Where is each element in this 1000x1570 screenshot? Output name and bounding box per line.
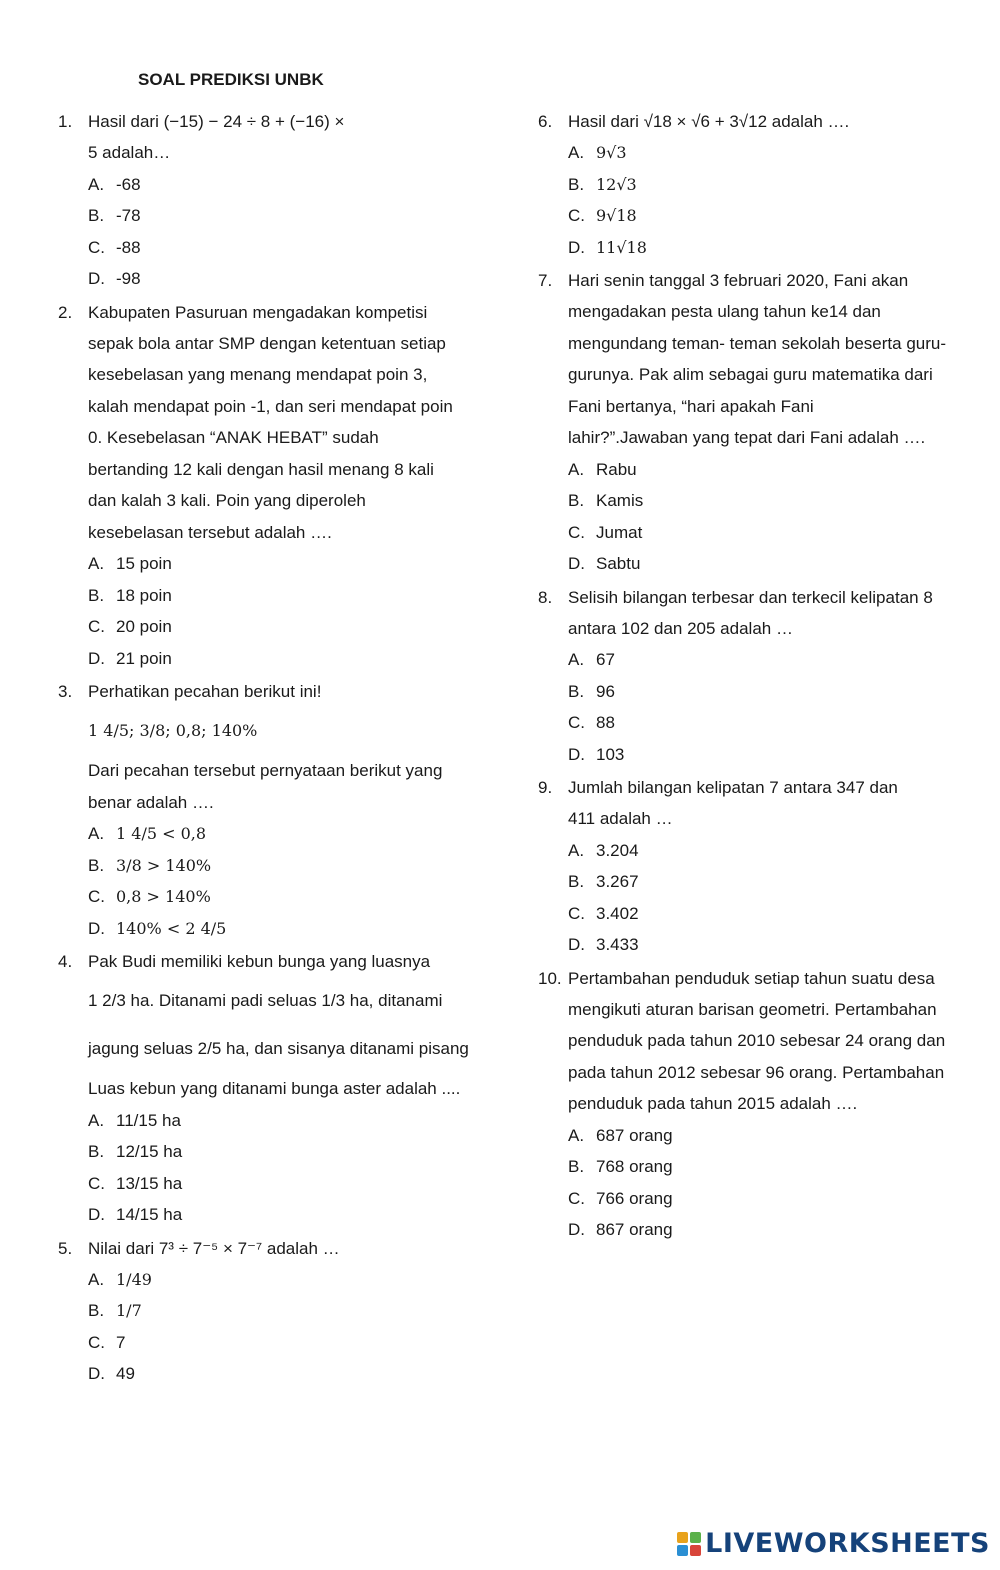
option-a[interactable]: A. 9√3 (568, 143, 627, 162)
option-b[interactable]: B. 18 poin (88, 585, 172, 605)
option-b[interactable]: B. 1/7 (88, 1301, 142, 1320)
question-number: 9. (538, 778, 553, 797)
question-number: 7. (538, 271, 553, 290)
question-text: lahir?”.Jawaban yang tepat dari Fani adalah …. (568, 428, 926, 447)
option-d[interactable]: D. 49 (88, 1364, 135, 1383)
fraction-list: 1 4/5; 3/8; 0,8; 140% (88, 721, 258, 740)
question-number: 1. (58, 112, 73, 131)
question-text: Hari senin tanggal 3 februari 2020, Fani akan (568, 271, 909, 290)
question-2 (58, 297, 498, 675)
option-c[interactable]: C. 7 (88, 1332, 126, 1352)
option-c[interactable]: C. Jumat (568, 522, 643, 542)
question-text: penduduk pada tahun 2015 adalah …. (568, 1094, 858, 1113)
question-text: dan kalah 3 kali. Poin yang diperoleh (88, 491, 366, 510)
question-text: gurunya. Pak alim sebagai guru matematika dari (568, 365, 933, 384)
option-c[interactable]: C. 13/15 ha (88, 1173, 183, 1193)
question-6 (538, 106, 988, 263)
question-text: kesebelasan yang menang mendapat poin 3, (88, 365, 428, 384)
option-a[interactable]: A. 11/15 ha (88, 1110, 181, 1130)
question-text: bertanding 12 kali dengan hasil menang 8 kali (88, 459, 434, 479)
question-text: 5 adalah… (88, 143, 171, 162)
question-text: Pak Budi memiliki kebun bunga yang luasnya (88, 952, 431, 971)
liveworksheets-logo-icon (677, 1532, 701, 1556)
question-number: 5. (58, 1238, 73, 1258)
option-b[interactable]: B. 3.267 (568, 872, 639, 891)
question-text: mengundang teman- teman sekolah beserta guru- (568, 333, 947, 353)
question-number: 4. (58, 952, 73, 971)
question-text: sepak bola antar SMP dengan ketentuan setiap (88, 333, 446, 353)
question-text: Nilai dari 7³ ÷ 7⁻⁵ × 7⁻⁷ adalah … (88, 1238, 340, 1258)
question-text: 0. Kesebelasan “ANAK HEBAT” sudah (88, 428, 379, 447)
question-text: Hasil dari (−15) − 24 ÷ 8 + (−16) × (88, 112, 345, 131)
question-number: 10. (538, 968, 562, 988)
question-text: penduduk pada tahun 2010 sebesar 24 orang dan (568, 1031, 946, 1050)
option-a[interactable]: A. 67 (568, 650, 615, 669)
option-a[interactable]: A. 1 4/5 < 0,8 (88, 824, 207, 843)
question-text: pada tahun 2012 sebesar 96 orang. Pertambahan (568, 1062, 945, 1082)
question-number: 8. (538, 587, 553, 607)
watermark-text: LIVEWORKSHEETS (705, 1528, 990, 1559)
option-b[interactable]: B. 768 orang (568, 1157, 673, 1176)
question-text: Perhatikan pecahan berikut ini! (88, 682, 322, 701)
page-title: SOAL PREDIKSI UNBK (138, 70, 324, 89)
option-c[interactable]: C. 3.402 (568, 903, 639, 923)
question-text: 1 2/3 ha. Ditanami padi seluas 1/3 ha, ditanami (88, 991, 443, 1010)
option-c[interactable]: C. 766 orang (568, 1188, 673, 1208)
question-3 (58, 676, 498, 944)
option-a[interactable]: A. 3.204 (568, 840, 639, 860)
question-text: Pertambahan penduduk setiap tahun suatu desa (568, 968, 935, 988)
option-b[interactable]: B. 96 (568, 681, 615, 701)
option-c[interactable]: C. 88 (568, 713, 615, 732)
option-b[interactable]: B. 3/8 > 140% (88, 855, 212, 875)
option-c[interactable]: C. 0,8 > 140% (88, 887, 211, 906)
question-text: Hasil dari √18 × √6 + 3√12 adalah …. (568, 112, 850, 131)
question-8 (538, 582, 988, 771)
option-d[interactable]: D. 3.433 (568, 935, 639, 954)
option-a[interactable]: A. 1/49 (88, 1269, 152, 1289)
question-1 (58, 106, 498, 295)
question-number: 3. (58, 682, 73, 701)
option-d[interactable]: D. 11√18 (568, 237, 647, 257)
option-a[interactable]: A. -68 (88, 174, 141, 194)
question-text: kesebelasan tersebut adalah …. (88, 522, 332, 542)
left-column (58, 106, 498, 1392)
question-4 (58, 946, 498, 1231)
question-9 (538, 772, 988, 961)
question-text: Dari pecahan tersebut pernyataan berikut yang (88, 761, 443, 780)
question-text: jagung seluas 2/5 ha, dan sisanya ditanami pisang (88, 1039, 469, 1058)
right-column (538, 106, 988, 1248)
question-number: 2. (58, 302, 73, 322)
question-number: 6. (538, 112, 553, 131)
option-d[interactable]: D. 867 orang (568, 1220, 673, 1239)
question-7 (538, 265, 988, 580)
option-b[interactable]: B. Kamis (568, 491, 644, 510)
question-text: Luas kebun yang ditanami bunga aster adalah .... (88, 1079, 461, 1098)
question-text: mengadakan pesta ulang tahun ke14 dan (568, 302, 881, 321)
question-5 (58, 1233, 498, 1390)
option-a[interactable]: A. Rabu (568, 459, 637, 479)
option-c[interactable]: C. 20 poin (88, 617, 172, 636)
option-a[interactable]: A. 687 orang (568, 1125, 673, 1145)
question-text: benar adalah …. (88, 792, 214, 812)
question-10 (538, 963, 988, 1246)
option-d[interactable]: D. 21 poin (88, 648, 172, 668)
option-b[interactable]: B. 12/15 ha (88, 1142, 183, 1161)
option-c[interactable]: C. 9√18 (568, 206, 637, 225)
question-text: kalah mendapat poin -1, dan seri mendapat poin (88, 396, 453, 416)
option-d[interactable]: D. 140% < 2 4/5 (88, 918, 227, 938)
option-b[interactable]: B. -78 (88, 206, 141, 225)
question-text: Fani bertanya, “hari apakah Fani (568, 396, 814, 416)
option-d[interactable]: D. 14/15 ha (88, 1205, 183, 1224)
question-text: Selisih bilangan terbesar dan terkecil kelipatan 8 (568, 587, 933, 607)
question-text: mengikuti aturan barisan geometri. Pertambahan (568, 999, 937, 1019)
option-d[interactable]: D. -98 (88, 269, 141, 288)
option-a[interactable]: A. 15 poin (88, 554, 172, 573)
question-text: antara 102 dan 205 adalah … (568, 618, 793, 638)
option-d[interactable]: D. Sabtu (568, 554, 641, 573)
option-b[interactable]: B. 12√3 (568, 174, 637, 194)
liveworksheets-watermark[interactable] (677, 1528, 990, 1559)
question-text: Jumlah bilangan kelipatan 7 antara 347 dan (568, 778, 898, 797)
option-c[interactable]: C. -88 (88, 237, 141, 257)
question-text: 411 adalah … (568, 809, 673, 828)
option-d[interactable]: D. 103 (568, 744, 625, 764)
question-text: Kabupaten Pasuruan mengadakan kompetisi (88, 302, 428, 322)
